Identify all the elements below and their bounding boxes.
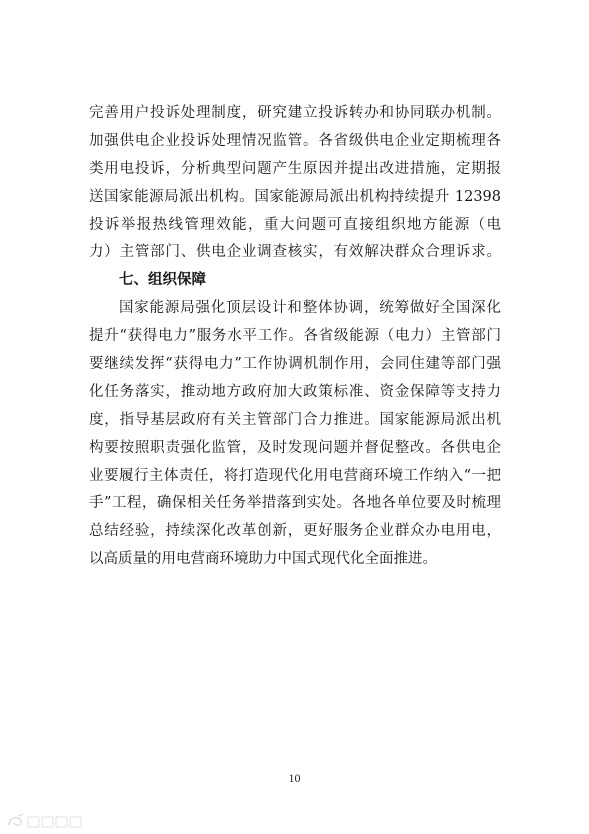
text-line: 化任务落实，推动地方政府加大政策标准、资金保障等支持力 (89, 383, 501, 400)
text-line: 加强供电企业投诉处理情况监管。各省级供电企业定期梳理各 (89, 132, 501, 149)
text-line: 手”工程，确保相关任务举措落到实处。各地各单位要及时梳理 (89, 495, 501, 512)
text-line: 力）主管部门、供电企业调查核实，有效解决群众合理诉求。 (89, 244, 501, 261)
text-line: 以高质量的用电营商环境助力中国式现代化全面推进。 (89, 551, 437, 568)
text-line: 提升“获得电力”服务水平工作。各省级能源（电力）主管部门 (89, 328, 501, 345)
text-line: 业要履行主体责任，将打造现代化用电营商环境工作纳入“一把 (89, 467, 501, 484)
text-line: 完善用户投诉处理制度，研究建立投诉转办和协同联办机制。 (89, 105, 501, 121)
text-line: 类用电投诉，分析典型问题产生原因并提出改进措施，定期报 (89, 160, 501, 177)
page-number: 10 (288, 771, 301, 785)
paragraph-organization (89, 295, 501, 574)
text-line: 国家能源局强化顶层设计和整体协调，统筹做好全国深化 (119, 300, 501, 317)
section-heading: 七、组织保障 (119, 272, 206, 289)
text-line: 要继续发挥“获得电力”工作协调机制作用，会同住建等部门强 (89, 356, 501, 373)
watermark-logo-icon (6, 812, 86, 830)
text-line: 总结经验，持续深化改革创新，更好服务企业群众办电用电， (89, 523, 501, 540)
text-line: 构要按照职责强化监管，及时发现问题并督促整改。各供电企 (89, 439, 501, 456)
paragraph-continued (89, 100, 501, 267)
text-line: 送国家能源局派出机构。国家能源局派出机构持续提升 12398 (89, 188, 501, 205)
body-text (89, 100, 501, 574)
text-line: 投诉举报热线管理效能，重大问题可直接组织地方能源（电 (89, 216, 501, 233)
text-line: 度，指导基层政府有关主管部门合力推进。国家能源局派出机 (89, 411, 501, 428)
